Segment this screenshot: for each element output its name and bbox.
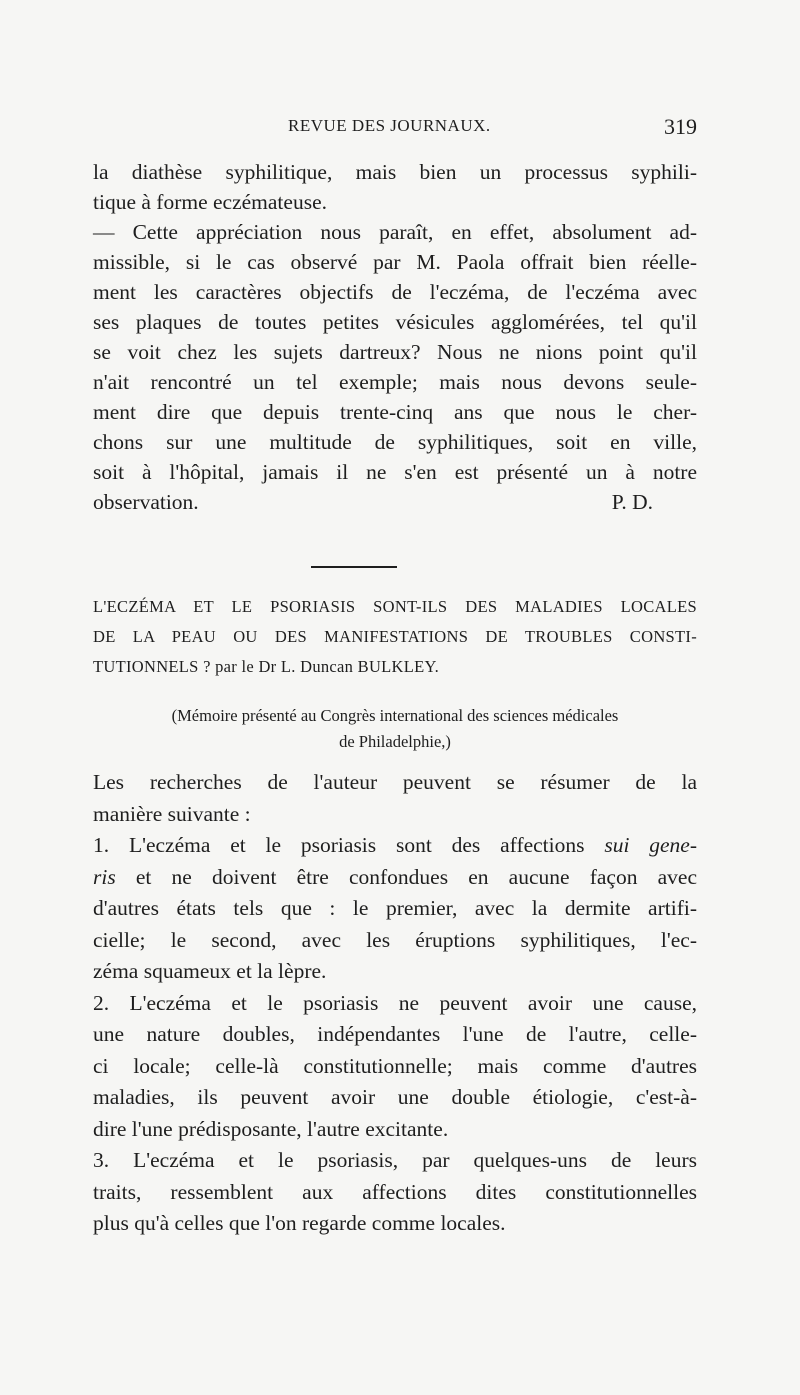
heading-line: TUTIONNELS ? par le Dr L. Duncan BULKLEY. xyxy=(93,657,440,676)
note-line: (Mémoire présenté au Congrès international des sciences médicales xyxy=(171,706,619,725)
text-line: la diathèse syphilitique, mais bien un processus syphili- xyxy=(93,160,697,184)
text-line: ses plaques de toutes petites vésicules agglomérées, tel qu'il xyxy=(93,310,697,334)
heading-line: DE LA PEAU OU DES MANIFESTATIONS DE TROUBLES CONSTI- xyxy=(93,627,697,646)
text-line: soit à l'hôpital, jamais il ne s'en est présenté un à notre xyxy=(93,460,697,484)
text-line: 2. L'eczéma et le psoriasis ne peuvent avoir une cause, xyxy=(93,990,697,1015)
source-note xyxy=(93,703,697,755)
point-1-rest: et ne doivent être confondues en aucune façon avec xyxy=(115,864,697,889)
text-line: maladies, ils peuvent avoir une double étiologie, c'est-à- xyxy=(93,1085,697,1109)
point-1-lead: 1. L'eczéma et le psoriasis sont des affections xyxy=(93,833,605,857)
latin-term: ris xyxy=(93,864,116,889)
author-signature: P. D. xyxy=(611,490,653,514)
article-heading xyxy=(93,592,697,682)
text-line: ment dire que depuis trente-cinq ans que nous le cher- xyxy=(93,400,697,424)
point-1-first-line xyxy=(93,830,697,862)
text-line: — Cette appréciation nous paraît, en effet, absolument ad- xyxy=(93,220,697,244)
heading-line: L'ECZÉMA ET LE PSORIASIS SONT-ILS DES MALADIES LOCALES xyxy=(93,597,697,616)
closing-line xyxy=(93,487,697,517)
text-line: manière suivante : xyxy=(93,801,251,826)
text-line: se voit chez les sujets dartreux? Nous ne nions point qu'il xyxy=(93,340,697,364)
text-line: n'ait rencontré un tel exemple; mais nous devons seule- xyxy=(93,370,697,394)
text-line: tique à forme eczémateuse. xyxy=(93,190,327,214)
closing-text: observation. xyxy=(93,490,199,514)
section-divider xyxy=(311,566,397,568)
latin-term: sui gene- xyxy=(604,833,697,857)
note-line: de Philadelphie,) xyxy=(339,732,451,751)
text-line: traits, ressemblent aux affections dites constitutionnelles xyxy=(93,1179,697,1204)
text-line: zéma squameux et la lèpre. xyxy=(93,959,327,983)
page-header xyxy=(93,116,697,142)
page-number: 319 xyxy=(664,114,697,139)
point-1-second-line xyxy=(93,862,697,894)
text-line: ment les caractères objectifs de l'eczéma, de l'eczéma avec xyxy=(93,280,697,304)
text-line: Les recherches de l'auteur peuvent se résumer de la xyxy=(93,770,697,794)
article-body xyxy=(93,767,697,1240)
text-line: d'autres états tels que : le premier, avec la dermite artifi- xyxy=(93,896,697,920)
text-line: cielle; le second, avec les éruptions syphilitiques, l'ec- xyxy=(93,927,697,952)
text-line: ci locale; celle-là constitutionnelle; mais comme d'autres xyxy=(93,1053,697,1078)
text-line: une nature doubles, indépendantes l'une de l'autre, celle- xyxy=(93,1022,697,1046)
text-line: chons sur une multitude de syphilitiques, soit en ville, xyxy=(93,430,697,454)
text-line: plus qu'à celles que l'on regarde comme locales. xyxy=(93,1211,506,1235)
text-line: 3. L'eczéma et le psoriasis, par quelques-uns de leurs xyxy=(93,1148,697,1172)
running-title: REVUE DES JOURNAUX. xyxy=(288,116,491,135)
previous-article-text xyxy=(93,157,697,517)
text-line: missible, si le cas observé par M. Paola offrait bien réelle- xyxy=(93,250,697,274)
text-line: dire l'une prédisposante, l'autre excitante. xyxy=(93,1116,449,1141)
